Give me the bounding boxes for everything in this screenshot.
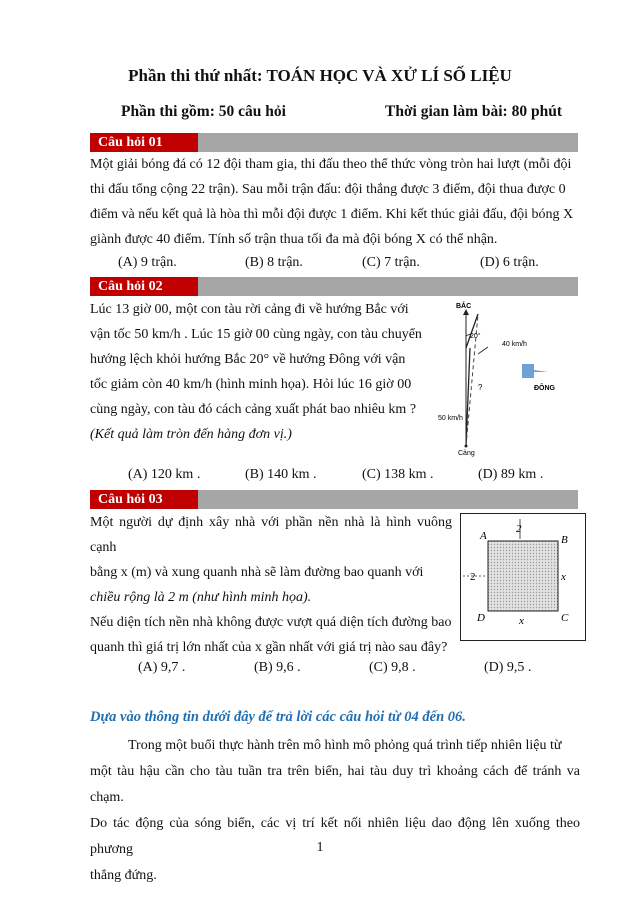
- vertex-a: A: [480, 530, 487, 542]
- text-line: quanh thì giá trị lớn nhất của x gần nhất với giá trị nào sau đây?: [90, 640, 448, 655]
- text-note: (Kết quả làm tròn đến hàng đơn vị.): [90, 427, 292, 442]
- vertex-b: B: [561, 534, 568, 546]
- question-02-bar: [90, 277, 578, 296]
- text-line: thi đấu tổng cộng 22 trận). Sau mỗi trận đấu: đội thắng được 3 điểm, đội thua được 0: [90, 182, 566, 197]
- left-dimension-label: 2: [470, 571, 476, 583]
- page-number: 1: [316, 840, 324, 855]
- question-03-option-c[interactable]: (C) 9,8 .: [369, 660, 416, 675]
- question-03-text: [90, 510, 452, 660]
- question-count: Phần thi gồm: 50 câu hỏi: [121, 103, 286, 120]
- side-x-bottom: x: [519, 615, 524, 627]
- text-line: cùng ngày, con tàu đó cách cảng xuất phát bao nhiêu km ?: [90, 402, 417, 417]
- time-limit: Thời gian làm bài: 80 phút: [385, 103, 562, 120]
- ship-route-figure: [430, 298, 570, 458]
- question-01-option-d[interactable]: (D) 6 trận.: [480, 255, 539, 270]
- question-01-option-a[interactable]: (A) 9 trận.: [118, 255, 177, 270]
- speed-2-label: 40 km/h: [502, 341, 527, 348]
- question-03-label: Câu hỏi 03: [90, 490, 198, 509]
- house-floor: [488, 541, 558, 611]
- question-02-option-a[interactable]: (A) 120 km .: [128, 467, 201, 482]
- question-03-bar: [90, 490, 578, 509]
- route-leg-1: [466, 348, 470, 446]
- side-x-right: x: [561, 571, 566, 583]
- north-label: BẮC: [456, 303, 472, 310]
- text-line: hướng lệch khỏi hướng Bắc 20° về hướng Đông với vận: [90, 352, 406, 367]
- east-label: ĐÔNG: [534, 385, 555, 392]
- question-03-option-b[interactable]: (B) 9,6 .: [254, 660, 301, 675]
- question-01-option-b[interactable]: (B) 8 trận.: [245, 255, 303, 270]
- text-line: vận tốc 50 km/h . Lúc 15 giờ 00 cùng ngày, con tàu chuyển: [90, 327, 422, 342]
- text-line: Một người dự định xây nhà với phần nền nhà là hình vuông cạnh: [90, 515, 452, 555]
- question-03-option-a[interactable]: (A) 9,7 .: [138, 660, 186, 675]
- port-label: Cảng: [458, 450, 475, 457]
- house-plan-figure: [460, 513, 586, 641]
- text-line: Một giải bóng đá có 12 đội tham gia, thi đấu theo thể thức vòng tròn hai lượt (mỗi đội: [90, 157, 572, 172]
- text-line: Lúc 13 giờ 00, một con tàu rời cảng đi về hướng Bắc với: [90, 302, 409, 317]
- question-02-option-b[interactable]: (B) 140 km .: [245, 467, 317, 482]
- speed-2-pointer: [478, 347, 488, 354]
- port-point: [465, 445, 468, 448]
- text-line: thẳng đứng.: [90, 868, 157, 883]
- vertex-d: D: [477, 612, 485, 624]
- question-01-text: [90, 152, 580, 252]
- top-dimension-label: 2: [516, 523, 522, 535]
- question-02-label: Câu hỏi 02: [90, 277, 198, 296]
- question-02-text: [90, 297, 425, 447]
- vertex-c: C: [561, 612, 569, 624]
- question-mark: ?: [478, 383, 483, 392]
- question-03-option-d[interactable]: (D) 9,5 .: [484, 660, 532, 675]
- text-line: Do tác động của sóng biển, các vị trí kết nối nhiên liệu dao động lên xuống theo phương: [90, 816, 580, 857]
- page-title: Phần thi thứ nhất: TOÁN HỌC VÀ XỬ LÍ SỐ LIỆU: [128, 66, 512, 85]
- question-01-bar: [90, 133, 578, 152]
- text-line: Nếu diện tích nền nhà không được vượt quá diện tích đường bao: [90, 615, 452, 630]
- section-heading: Dựa vào thông tin dưới đây để trả lời các câu hỏi từ 04 đến 06.: [90, 709, 466, 725]
- question-02-option-c[interactable]: (C) 138 km .: [362, 467, 434, 482]
- text-line: một tàu hậu cần cho tàu tuần tra trên biển, hai tàu duy trì khoảng cách để tránh va chạm.: [90, 764, 580, 805]
- wave-arrow-icon: [522, 364, 548, 378]
- angle-label: 20°: [470, 333, 481, 340]
- text-line: tốc giảm còn 40 km/h (hình minh họa). Hỏi lúc 16 giờ 00: [90, 377, 412, 392]
- question-01-label: Câu hỏi 01: [90, 133, 198, 152]
- text-line: giành được 40 điểm. Tính số trận thua tối đa mà đội bóng X có thể nhận.: [90, 232, 498, 247]
- section-text: [90, 733, 580, 889]
- question-02-option-d[interactable]: (D) 89 km .: [478, 467, 544, 482]
- text-line: Trong một buổi thực hành trên mô hình mô phỏng quá trình tiếp nhiên liệu từ: [128, 738, 562, 753]
- text-line: chiều rộng là 2 m (như hình minh họa).: [90, 590, 312, 605]
- speed-1-label: 50 km/h: [438, 415, 463, 422]
- question-01-option-c[interactable]: (C) 7 trận.: [362, 255, 420, 270]
- text-line: bằng x (m) và xung quanh nhà sẽ làm đường bao quanh với: [90, 565, 424, 580]
- text-line: điểm và nếu kết quả là hòa thì mỗi đội được 1 điểm. Khi kết thúc giải đấu, đội bóng X: [90, 207, 574, 222]
